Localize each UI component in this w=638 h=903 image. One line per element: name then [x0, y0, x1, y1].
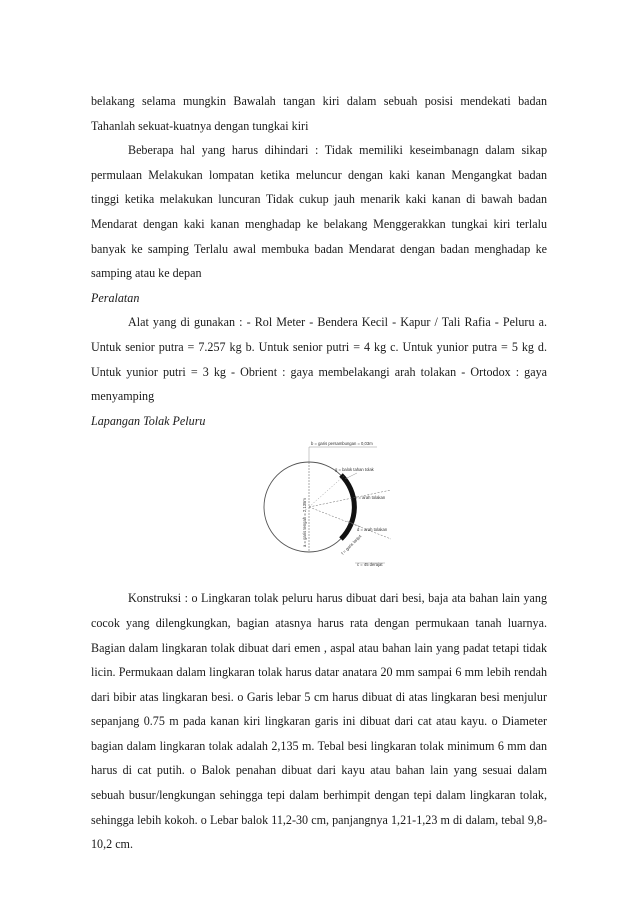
text-column: [91, 89, 547, 857]
label-top: b = garis persambungan = 0,03m: [311, 441, 373, 447]
paragraph-hal-dihindari: Beberapa hal yang harus dihindari : Tidak memiliki keseimbanagn dalam sikap permulaan Melakukan lompatan ketika meluncur dengan kaki kanan Mengangkat badan tinggi ketika melakukan luncuran Tidak cukup jauh menarik kaki kanan di bawah badan Mendarat dengan kaki kanan menghadap ke belakang Menggerakkan tungkai kiri terlalu banyak ke samping Terlalu awal membuka badan Mendarat dengan badan menghadap ke samping atau ke depan: [91, 143, 547, 281]
figure-area: [91, 435, 547, 574]
heading-peralatan: Peralatan: [91, 290, 140, 305]
sector-line-mid: [309, 475, 345, 507]
label-angle: c = 45 derajat: [357, 562, 383, 568]
stop-board: [341, 475, 354, 539]
label-throw-line: d = arah tolakan: [357, 527, 388, 533]
shot-put-circle-diagram: [257, 435, 395, 573]
label-direction: e = arah tolakan: [355, 495, 386, 501]
label-lines: f = garis lanjut: [340, 533, 363, 557]
paragraph-continuation: belakang selama mungkin Bawalah tangan kiri dalam sebuah posisi mendekati badan Tahanlah sekuat-kuatnya dengan tungkai kiri: [91, 94, 547, 133]
heading-lapangan: Lapangan Tolak Peluru: [91, 413, 206, 428]
label-diameter: a = garis tengah = 2,135m: [302, 498, 307, 548]
leader-board: [345, 473, 357, 479]
paragraph-alat: Alat yang di gunakan : - Rol Meter - Bendera Kecil - Kapur / Tali Rafia - Peluru a. Untuk senior putra = 7.257 kg b. Untuk senior putri = 4 kg c. Untuk yunior putra = 5 kg d. Untuk yunior putri = 3 kg - Obrient : gaya membelakangi arah tolakan - Ortodox : gaya menyamping: [91, 315, 547, 404]
label-board: g = balok tahan tolak: [335, 467, 374, 473]
paragraph-konstruksi: Konstruksi : o Lingkaran tolak peluru harus dibuat dari besi, baja ata bahan lain yang cocok yang dilengkungkan, bagian atasnya harus rata dengan permukaan tanah luarnya. Bagian dalam lingkaran tolak dibuat dari emen , aspal atau bahan lain yang padat tetapi tidak licin. Permukaan dalam lingkaran tolak harus datar anatara 20 mm sampai 6 mm lebih rendah dari bibir atas lingkaran besi. o Garis lebar 5 cm harus dibuat di atas lingkaran besi menjulur sepanjang 0.75 m pada kanan kiri lingkaran garis ini dibuat dari cat atau kayu. o Diameter bagian dalam lingkaran tolak adalah 2,135 m. Tebal besi lingkaran tolak minimum 6 mm dan harus di cat putih. o Balok penahan dibuat dari kayu atau bahan lain yang sesuai dalam sebuah busur/lengkungan sehingga tepi dalam berhimpit dengan tepi dalam lingkaran tolak, sehingga lebih kokoh. o Lebar balok 11,2-30 cm, panjangnya 1,21-1,23 m di dalam, tebal 9,8-10,2 cm.: [91, 591, 547, 852]
